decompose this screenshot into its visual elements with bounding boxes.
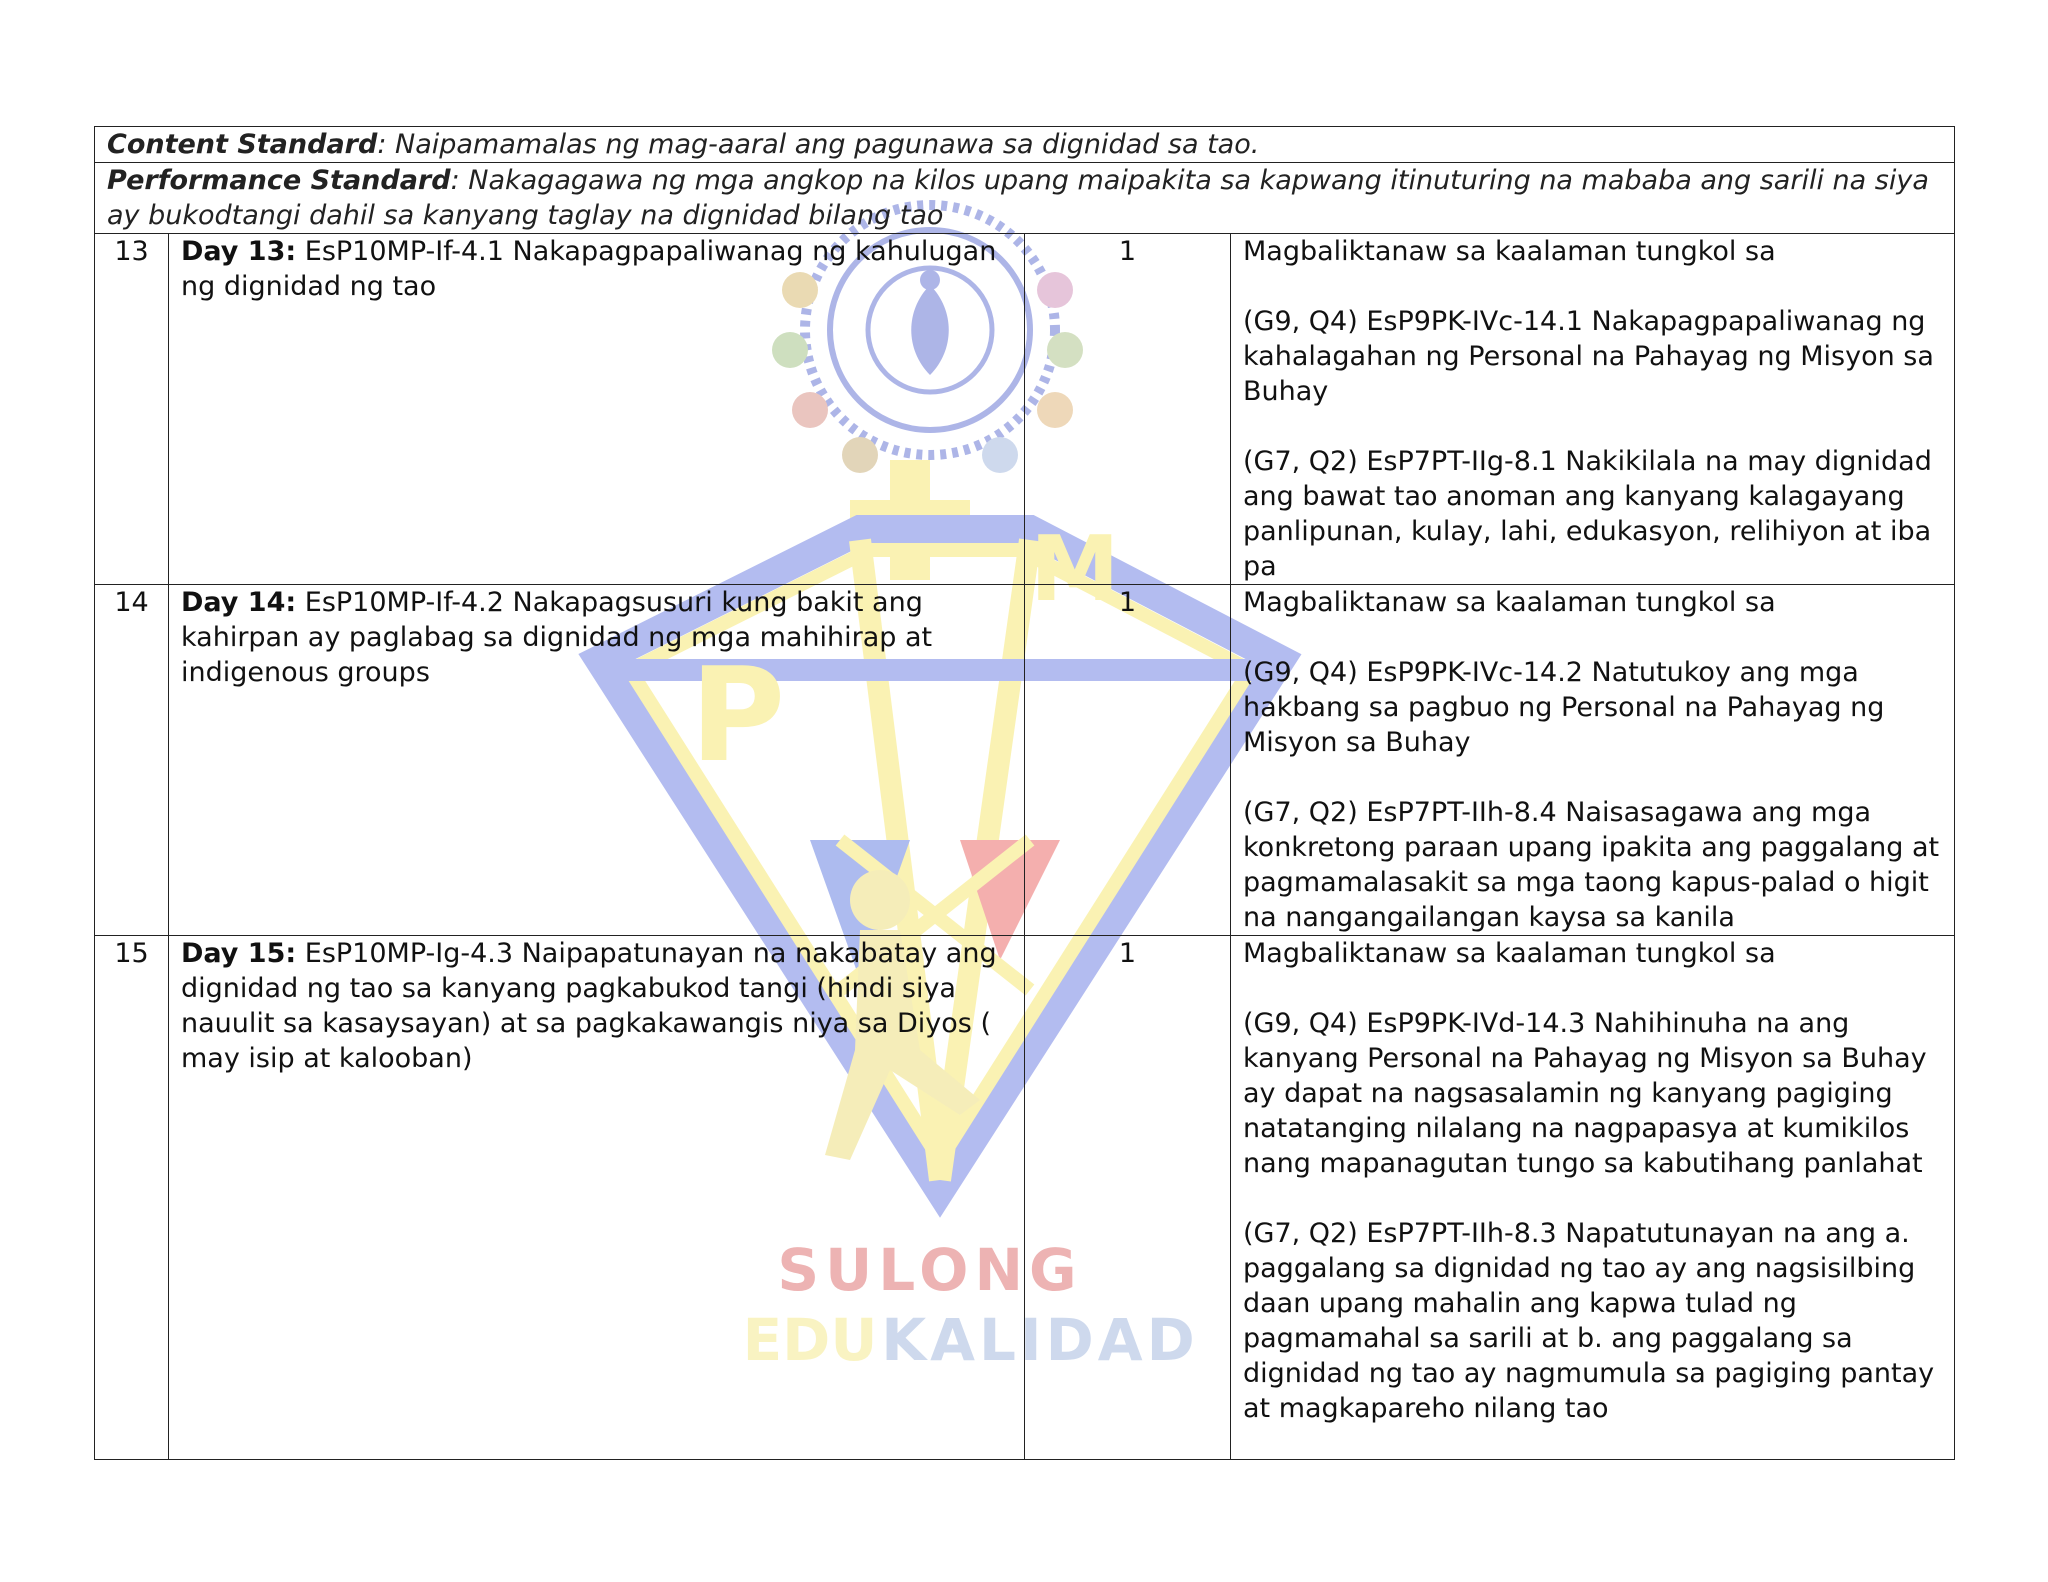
content-standard-cell bbox=[95, 127, 1955, 163]
competency-cell bbox=[169, 585, 1025, 936]
day-label: Day 13: bbox=[181, 236, 297, 267]
competency-cell bbox=[169, 234, 1025, 585]
review-cell bbox=[1231, 234, 1955, 585]
competency-text: EsP10MP-If-4.2 Nakapagsusuri kung bakit ang kahirpan ay paglabag sa dignidad ng mga mahihirap at indigenous groups bbox=[181, 587, 933, 688]
table-row bbox=[95, 936, 1955, 1460]
competency-cell bbox=[169, 936, 1025, 1460]
row-number: 15 bbox=[95, 936, 169, 1460]
performance-standard-cell bbox=[95, 163, 1955, 234]
review-cell bbox=[1231, 585, 1955, 936]
row-number: 13 bbox=[95, 234, 169, 585]
review-g9: (G9, Q4) EsP9PK-IVc-14.2 Natutukoy ang mga hakbang sa pagbuo ng Personal na Pahayag ng Misyon sa Buhay bbox=[1243, 657, 1885, 758]
review-intro: Magbaliktanaw sa kaalaman tungkol sa bbox=[1243, 587, 1776, 618]
content-standard-row bbox=[95, 127, 1955, 163]
table-row bbox=[95, 234, 1955, 585]
review-g9: (G9, Q4) EsP9PK-IVd-14.3 Nahihinuha na ang kanyang Personal na Pahayag ng Misyon sa Buhay ay dapat na nagsasalamin ng kanyang pagiging natatanging nilalang na nagpapasya at kumikilos nang mapanagutan tungo sa kabutihang panlahat bbox=[1243, 1008, 1927, 1179]
curriculum-table bbox=[94, 126, 1955, 1460]
competency-text: EsP10MP-Ig-4.3 Naipapatunayan na nakabatay ang dignidad ng tao sa kanyang pagkabukod tangi (hindi siya nauulit sa kasaysayan) at sa pagkakawangis niya sa Diyos ( may isip at kalooban) bbox=[181, 938, 997, 1074]
watermark-word-kalidad: KALIDAD bbox=[881, 1306, 1199, 1374]
letter-m: M bbox=[1030, 517, 1120, 622]
watermark-word-edu: EDU bbox=[742, 1306, 878, 1374]
performance-standard-label: Performance Standard bbox=[107, 165, 451, 196]
day-label: Day 15: bbox=[181, 938, 297, 969]
hours-cell: 1 bbox=[1025, 936, 1231, 1460]
review-g7: (G7, Q2) EsP7PT-IIh-8.3 Napatutunayan na ang a. paggalang sa dignidad ng tao ay ang nagsisilbing daan upang mahalin ang kapwa tulad ng pagmamahal sa sarili at b. ang paggalang sa dignidad ng tao ay nagmumula sa pagiging pantay at magkapareho nilang tao bbox=[1243, 1218, 1935, 1424]
letter-p: P bbox=[690, 639, 786, 791]
review-intro: Magbaliktanaw sa kaalaman tungkol sa bbox=[1243, 938, 1776, 969]
review-intro: Magbaliktanaw sa kaalaman tungkol sa bbox=[1243, 236, 1776, 267]
content-standard-text: : Naipamamalas ng mag-aaral ang pagunawa sa dignidad sa tao. bbox=[377, 129, 1260, 160]
review-cell bbox=[1231, 936, 1955, 1460]
review-g7: (G7, Q2) EsP7PT-IIh-8.4 Naisasagawa ang mga konkretong paraan upang ipakita ang paggalang at pagmamalasakit sa mga taong kapus-palad o higit na nangangailangan kaysa sa kanila bbox=[1243, 797, 1940, 933]
watermark-word-sulong: SULONG bbox=[777, 1236, 1083, 1304]
hours-cell: 1 bbox=[1025, 234, 1231, 585]
hours-cell: 1 bbox=[1025, 585, 1231, 936]
content-standard-label: Content Standard bbox=[107, 129, 378, 160]
review-g9: (G9, Q4) EsP9PK-IVc-14.1 Nakapagpapaliwanag ng kahalagahan ng Personal na Pahayag ng Misyon sa Buhay bbox=[1243, 306, 1934, 407]
review-g7: (G7, Q2) EsP7PT-IIg-8.1 Nakikilala na may dignidad ang bawat tao anoman ang kanyang kalagayang panlipunan, kulay, lahi, edukasyon, relihiyon at iba pa bbox=[1243, 446, 1932, 582]
curriculum-table-sheet bbox=[94, 126, 1954, 1460]
performance-standard-text: : Nakagagawa ng mga angkop na kilos upang maipakita sa kapwang itinuturing na mababa ang sarili na siya ay bukodtangi dahil sa kanyang taglay na dignidad bilang tao bbox=[107, 165, 1929, 231]
row-number: 14 bbox=[95, 585, 169, 936]
day-label: Day 14: bbox=[181, 587, 297, 618]
performance-standard-row bbox=[95, 163, 1955, 234]
competency-text: EsP10MP-If-4.1 Nakapagpapaliwanag ng kahulugan ng dignidad ng tao bbox=[181, 236, 997, 302]
table-row bbox=[95, 585, 1955, 936]
